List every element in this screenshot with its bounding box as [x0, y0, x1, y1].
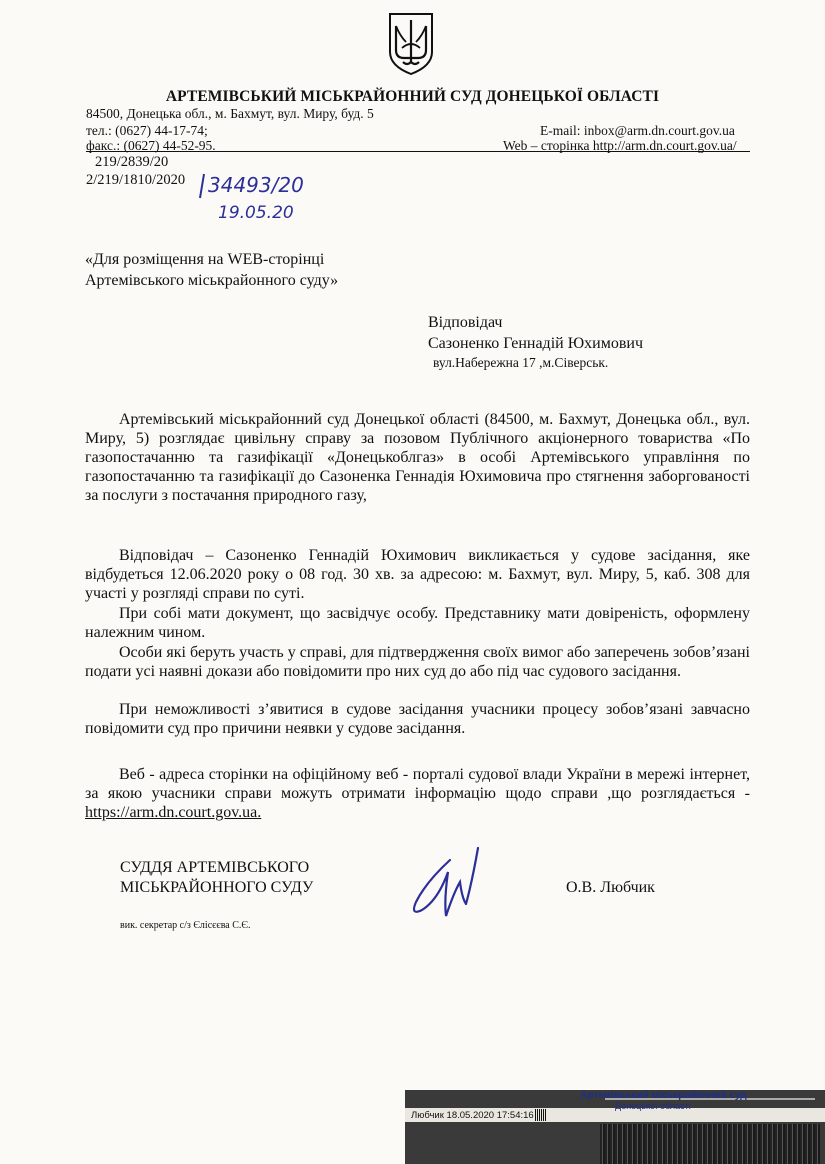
body-paragraph-3: При собі мати документ, що засвідчує особу. Представнику мати довіреність, оформлену належним чином.: [85, 605, 750, 641]
stamp-region: Донецької області: [615, 1101, 691, 1111]
court-web: Web – сторінка http://arm.dn.court.gov.ua/: [503, 138, 737, 153]
handwritten-number: 34493/20: [208, 173, 304, 197]
proceeding-number: 2/219/1810/2020: [86, 172, 186, 188]
header-divider: [86, 151, 750, 152]
recipient-role: Відповідач: [428, 314, 503, 331]
stamp-pattern: [600, 1124, 820, 1164]
publication-note-line2: Артемівського міськрайонного суду»: [85, 272, 339, 289]
recipient-address: вул.Набережна 17 ,м.Сіверськ.: [433, 355, 609, 370]
recipient-name: Сазоненко Геннадій Юхимович: [428, 335, 643, 352]
body-paragraph-2: Відповідач – Сазоненко Геннадій Юхимович викликається у судове засідання, яке відбудеться 12.06.2020 року о 08 год. 30 хв. за адресою: м. Бахмут, вул. Миру, 5, каб. 308 для участі у розгляді справи по суті.: [85, 547, 750, 602]
electronic-signature-stamp: [405, 1090, 825, 1164]
body-paragraph-5: При неможливості з’явитися в судове засідання учасники процесу зобов’язані завчасно повідомити суд про причини неявки у судове засідання.: [85, 701, 750, 737]
stamp-court: Артемівський міськрайонний суд: [580, 1090, 747, 1101]
publication-note-line1: «Для розміщення на WEB-сторінці: [85, 251, 325, 268]
court-email: E-mail: inbox@arm.dn.court.gov.ua: [540, 123, 735, 138]
court-title: АРТЕМІВСЬКИЙ МІСЬКРАЙОННИЙ СУД ДОНЕЦЬКОЇ ОБЛАСТІ: [165, 88, 660, 105]
court-website-link[interactable]: https://arm.dn.court.gov.ua.: [85, 804, 262, 821]
coat-of-arms-icon: [386, 12, 436, 76]
case-number: 219/2839/20: [95, 154, 169, 170]
body-paragraph-4: Особи які беруть участь у справі, для підтвердження своїх вимог або заперечень зобов’язані подати усі наявні докази або повідомити про них суд до або під час судового засідання.: [85, 644, 750, 680]
handwritten-date: 19.05.20: [218, 203, 294, 222]
executor: вик. секретар с/з Єлісєєва С.Є.: [120, 920, 251, 931]
handwritten-registration: [198, 170, 310, 222]
court-address: 84500, Донецька обл., м. Бахмут, вул. Миру, буд. 5: [86, 106, 374, 121]
stamp-signed: Любчик 18.05.2020 17:54:16: [411, 1110, 534, 1121]
body-paragraph-1: Артемівський міськрайонний суд Донецької області (84500, м. Бахмут, Донецька обл., вул. Миру, 5) розглядає цивільну справу за позовом Публічного акціонерного товариства «По газопостачанню та газифікації «Донецькоблгаз» в особі Артемівського управління по газопостачанню та газифікації до Сазоненка Геннадія Юхимовича про стягнення заборгованості за послуги з постачання природного газу,: [85, 411, 750, 504]
judge-title-line2: МІСЬКРАЙОННОГО СУДУ: [120, 879, 314, 896]
barcode-icon: [535, 1109, 547, 1121]
court-fax: факс.: (0627) 44-52-95.: [86, 138, 216, 153]
web-address-text: Веб - адреса сторінки на офіційному веб - порталі судової влади України в мережі інтернет, за якою учасники справи можуть отримати інформацію щодо справи ,що розглядається -: [85, 766, 750, 802]
judge-name: О.В. Любчик: [566, 879, 655, 896]
judge-signature: [408, 842, 488, 932]
body-paragraph-6: [85, 765, 750, 822]
judge-title-line1: СУДДЯ АРТЕМІВСЬКОГО: [120, 859, 310, 876]
court-phone: тел.: (0627) 44-17-74;: [86, 123, 208, 138]
